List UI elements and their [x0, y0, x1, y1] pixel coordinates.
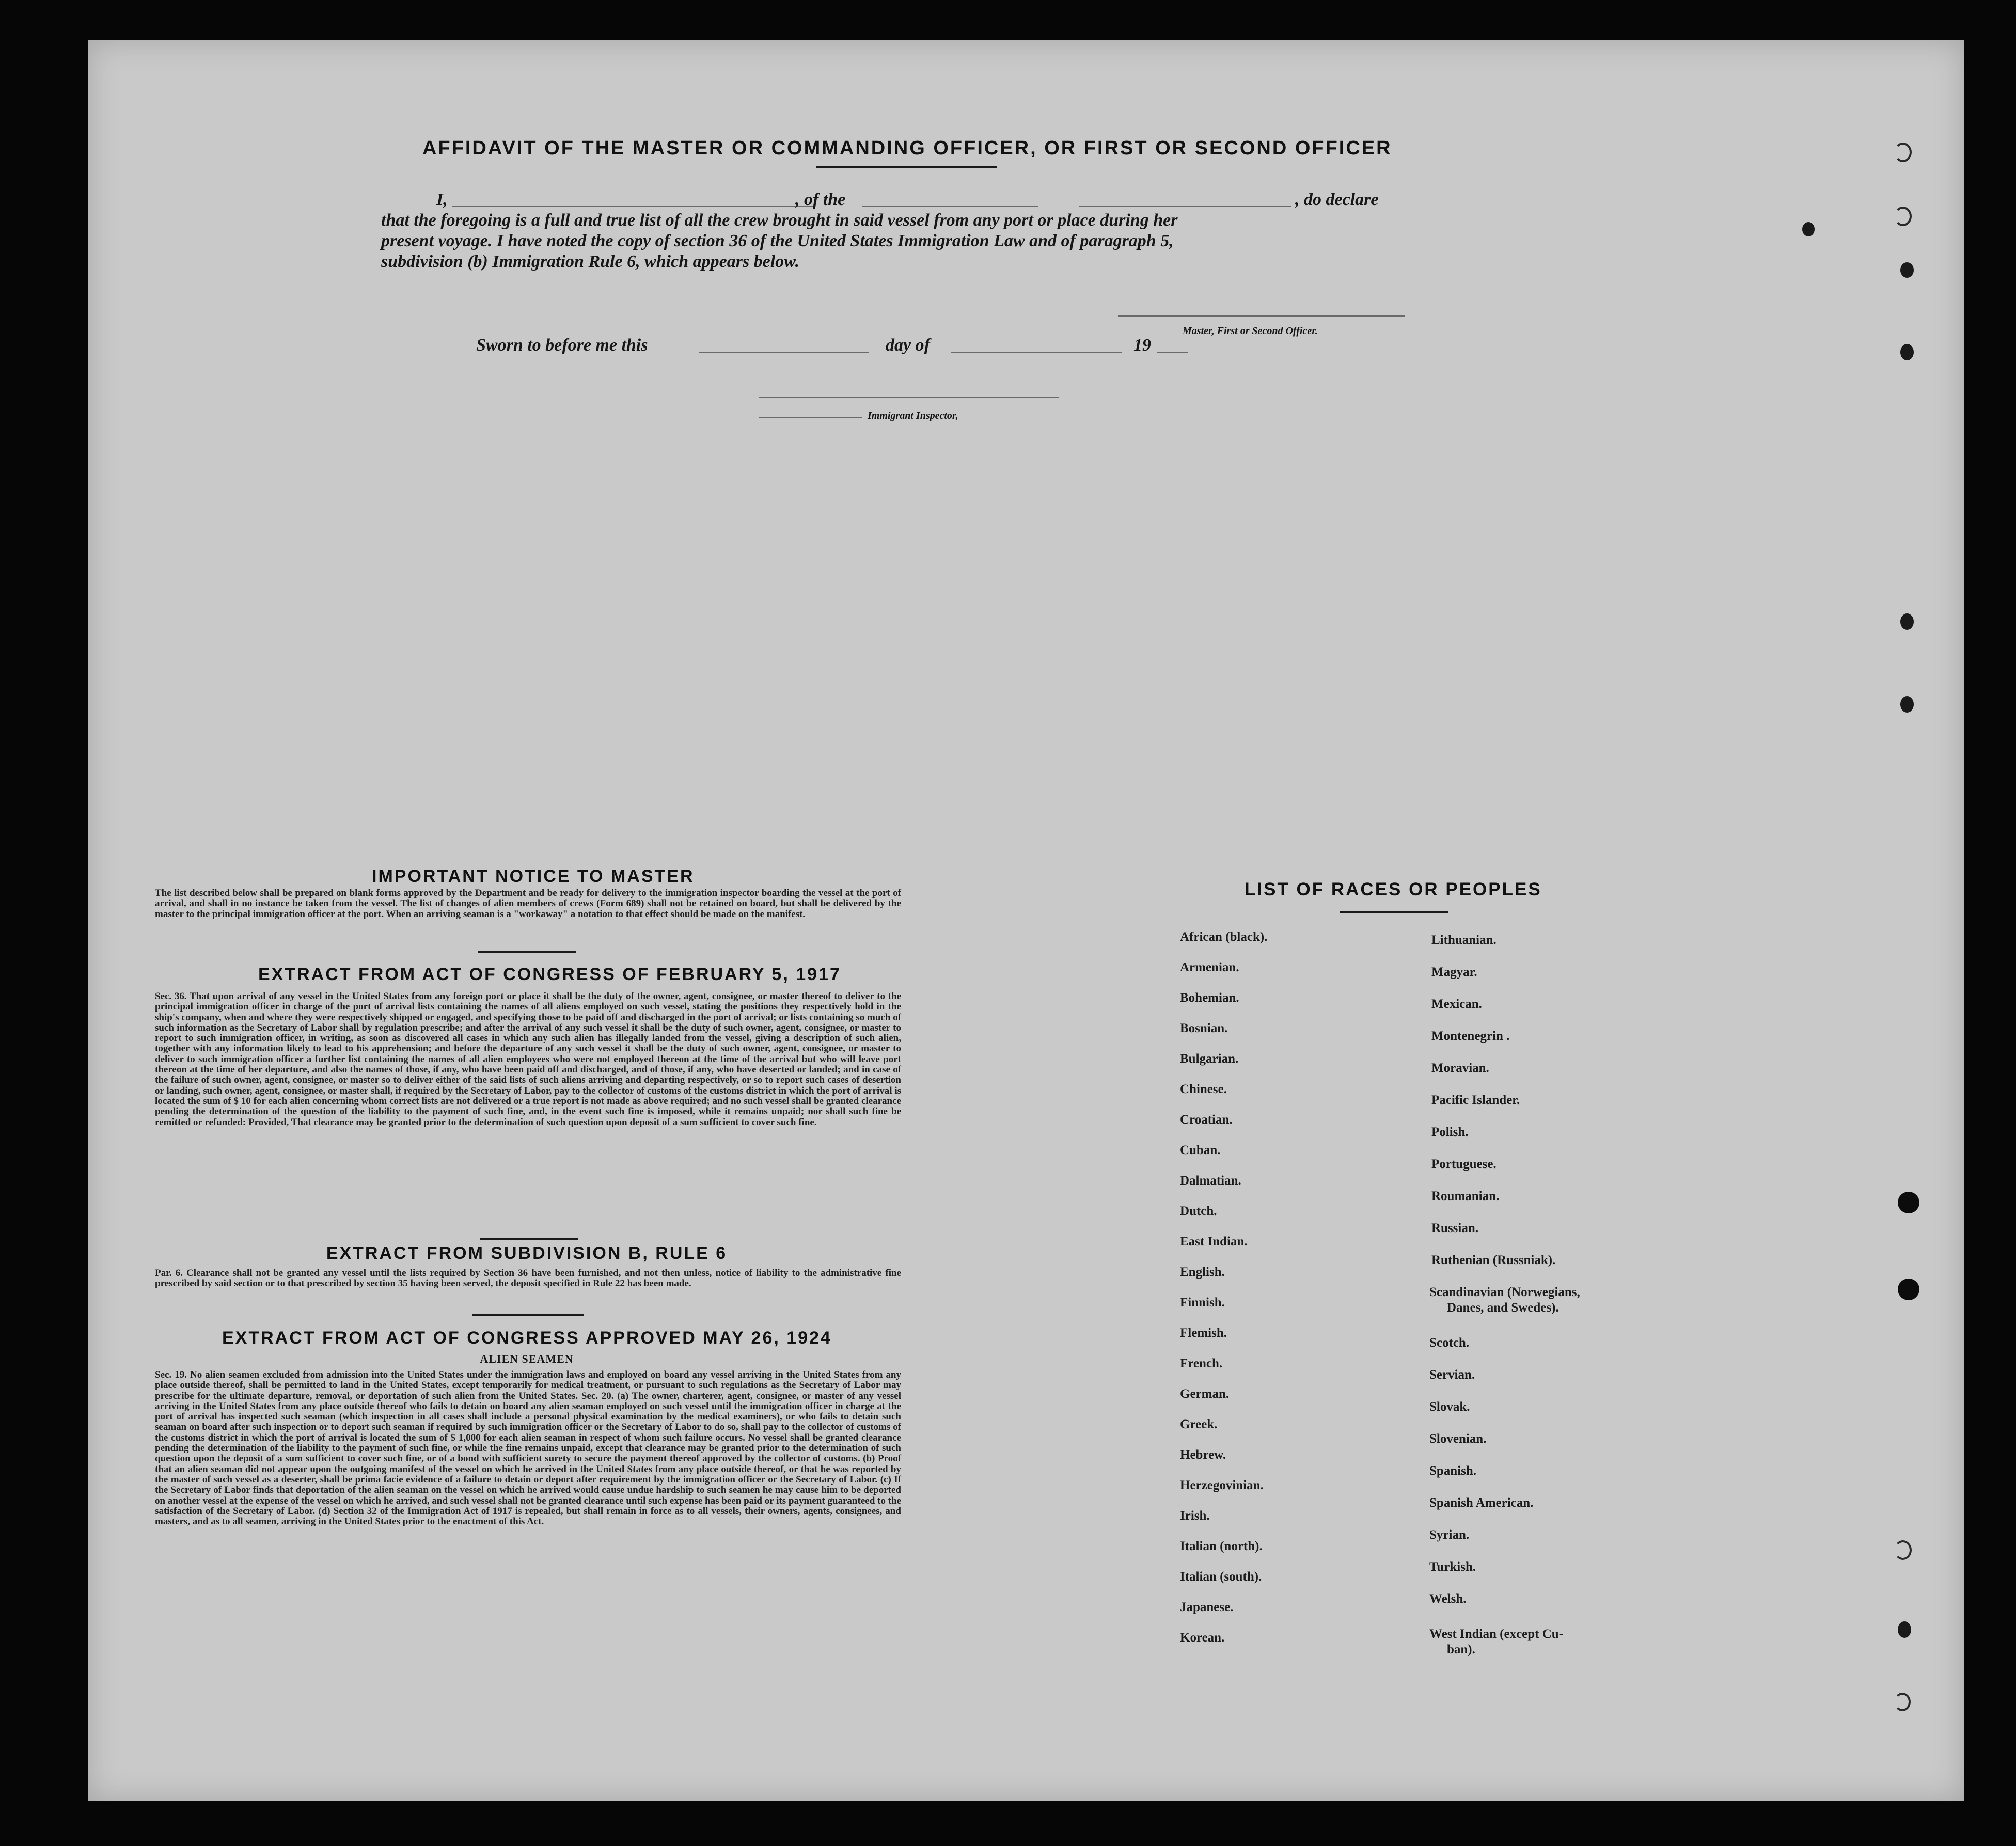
- race-right-23: ban).: [1447, 1643, 1475, 1656]
- race-right-2: Mexican.: [1431, 997, 1482, 1011]
- master-signature-line[interactable]: [1118, 315, 1405, 317]
- affidavit-of-the: , of the: [795, 190, 846, 209]
- race-left-16: Greek.: [1180, 1417, 1218, 1431]
- year-blank[interactable]: [1157, 352, 1188, 353]
- race-right-22: West Indian (except Cu-: [1429, 1627, 1564, 1641]
- race-right-1: Magyar.: [1431, 965, 1477, 979]
- race-left-7: Cuban.: [1180, 1143, 1221, 1157]
- extract-1924-body: Sec. 19. No alien seamen excluded from admission into the United States under the immigration laws and employed on board any vessel arriving in the United States from any place outside thereof, shall be permitted to land in the United States, except temporarily for medical treatment, or pursuant to such regulations as the Secretary of Labor may prescribe for the ultimate departure, removal, or deportation of such alien from the United States. Sec. 20. (a) The owner, charterer, agent, consignee, or master of any vessel arriving in the United States from any place outside thereof who fails to detain on board any alien seaman employed on such vessel until the immigration officer in charge at the port of arrival has inspected such seaman (which inspection in all cases shall include a personal physical examination by the medical examiners), or who fails to detain such seaman on board after such inspection or to deport such seaman if required by such immigration officer or the Secretary of Labor to do so, shall pay to the collector of customs of the customs district in which the port of arrival is located the sum of $ 1,000 for each alien seaman in respect of whom such failure occurs. No vessel shall be granted clearance pending the determination of the liability to the payment of such fine, or while the fine remains unpaid, except that clearance may be granted prior to the determination of such question upon the deposit of a sum sufficient to cover such fine, or of a bond with sufficient surety to secure the payment thereof approved by the collector of customs. (b) Proof that an alien seaman did not appear upon the outgoing manifest of the vessel on which he arrived in the United States from any place outside thereof, or that he was reported by the master of such vessel as a deserter, shall be prima facie evidence of a failure to detain or deport after requirement by the immigration officer or the Secretary of Labor. (c) If the Secretary of Labor finds that deportation of the alien seaman on the vessel on which he arrived would cause undue hardship to such seamen he may cause him to be deported on another vessel at the expense of the vessel on which he arrived, and such vessel shall not be granted clearance until such expense has been paid or its payment guaranteed to the satisfaction of the Secretary of Labor. (d) Section 32 of the Immigration Act of 1917 is repealed, but shall remain in force as to all vessels, their owners, agents, consignees, and masters, and as to all seamen, arriving in the United States prior to the enactment of this Act.: [155, 1369, 901, 1527]
- race-right-15: Slovak.: [1429, 1400, 1470, 1414]
- race-left-21: Italian (south).: [1180, 1570, 1262, 1584]
- race-left-4: Bulgarian.: [1180, 1052, 1239, 1066]
- month-blank[interactable]: [951, 352, 1122, 353]
- master-label: Master, First or Second Officer.: [1183, 325, 1318, 337]
- inspector-line-left: [759, 417, 862, 418]
- extract-1924-subtitle: ALIEN SEAMEN: [480, 1352, 574, 1365]
- race-left-23: Korean.: [1180, 1631, 1225, 1645]
- extract-rule6-rule: [472, 1314, 584, 1316]
- binder-hole-6: [1900, 613, 1914, 630]
- race-left-19: Irish.: [1180, 1509, 1210, 1523]
- affidavit-line-4: subdivision (b) Immigration Rule 6, which appears below.: [381, 252, 800, 271]
- extract-1917-title: EXTRACT FROM ACT OF CONGRESS OF FEBRUARY 5, 1917: [258, 965, 841, 984]
- binder-hole-10: [1894, 1693, 1911, 1711]
- race-left-0: African (black).: [1180, 930, 1268, 944]
- race-right-11: Scandinavian (Norwegians,: [1429, 1285, 1580, 1299]
- punch-hole-1: [1898, 1192, 1919, 1213]
- races-title: LIST OF RACES OR PEOPLES: [1245, 879, 1542, 900]
- race-left-2: Bohemian.: [1180, 991, 1239, 1005]
- race-left-18: Herzegovinian.: [1180, 1478, 1264, 1492]
- race-left-17: Hebrew.: [1180, 1448, 1226, 1462]
- binder-hole-9: [1898, 1621, 1911, 1638]
- affidavit-title: AFFIDAVIT OF THE MASTER OR COMMANDING OFFICER, OR FIRST OR SECOND OFFICER: [422, 137, 1392, 159]
- race-right-17: Spanish.: [1429, 1464, 1477, 1478]
- binder-hole-1: [1894, 143, 1912, 162]
- race-left-3: Bosnian.: [1180, 1021, 1228, 1035]
- race-right-19: Syrian.: [1429, 1528, 1470, 1542]
- race-left-20: Italian (north).: [1180, 1539, 1263, 1553]
- punch-hole-2: [1898, 1279, 1919, 1300]
- notice-title: IMPORTANT NOTICE TO MASTER: [372, 866, 695, 886]
- title-underline: [816, 166, 997, 168]
- race-left-14: French.: [1180, 1356, 1223, 1370]
- race-left-1: Armenian.: [1180, 960, 1239, 974]
- notice-rule: [478, 951, 576, 953]
- affidavit-declare: , do declare: [1295, 190, 1379, 209]
- race-right-20: Turkish.: [1429, 1560, 1476, 1574]
- affidavit-line-2: that the foregoing is a full and true list of all the crew brought in said vessel from any port or place during her: [381, 211, 1178, 230]
- race-right-8: Roumanian.: [1431, 1189, 1500, 1203]
- race-left-12: Finnish.: [1180, 1296, 1225, 1309]
- notice-body: The list described below shall be prepared on blank forms approved by the Department and be ready for delivery to the immigration inspector boarding the vessel at the port of arrival, and shall in no instance be taken from the vessel. The list of changes of alien members of crews (Form 689) shall not be retained on board, but shall be delivered by the master to the principal immigration officer at the port. When an arriving seaman is a "workaway" a notation to that effect should be made on the manifest.: [155, 888, 901, 920]
- binder-hole-2: [1894, 207, 1912, 226]
- race-left-15: German.: [1180, 1387, 1230, 1401]
- race-right-9: Russian.: [1431, 1221, 1479, 1235]
- race-right-6: Polish.: [1431, 1125, 1469, 1139]
- extract-rule6-title: EXTRACT FROM SUBDIVISION B, RULE 6: [326, 1243, 728, 1263]
- race-right-12: Danes, and Swedes).: [1447, 1301, 1559, 1315]
- year-prefix: 19: [1133, 336, 1151, 355]
- day-of-text: day of: [886, 336, 930, 355]
- extract-1924-title: EXTRACT FROM ACT OF CONGRESS APPROVED MAY 26, 1924: [222, 1328, 832, 1348]
- race-left-13: Flemish.: [1180, 1326, 1227, 1340]
- race-right-21: Welsh.: [1429, 1592, 1467, 1606]
- name-blank[interactable]: [452, 206, 813, 207]
- race-left-22: Japanese.: [1180, 1600, 1234, 1614]
- race-left-6: Croatian.: [1180, 1113, 1233, 1127]
- race-left-9: Dutch.: [1180, 1204, 1217, 1218]
- race-left-5: Chinese.: [1180, 1082, 1227, 1096]
- race-right-4: Moravian.: [1431, 1061, 1489, 1075]
- race-right-3: Montenegrin .: [1431, 1029, 1510, 1043]
- race-right-0: Lithuanian.: [1431, 933, 1497, 947]
- binder-hole-3: [1802, 222, 1815, 236]
- affidavit-line-3: present voyage. I have noted the copy of section 36 of the United States Immigration Law and of paragraph 5,: [381, 231, 1174, 250]
- binder-hole-5: [1900, 344, 1914, 360]
- race-right-13: Scotch.: [1429, 1336, 1470, 1350]
- race-left-10: East Indian.: [1180, 1235, 1248, 1249]
- vessel-blank-1[interactable]: [862, 206, 1038, 207]
- race-right-18: Spanish American.: [1429, 1496, 1534, 1510]
- sworn-day-blank[interactable]: [699, 352, 869, 353]
- extract-1917-rule: [480, 1238, 578, 1240]
- race-right-5: Pacific Islander.: [1431, 1093, 1520, 1107]
- inspector-label: Immigrant Inspector,: [868, 410, 958, 421]
- race-right-16: Slovenian.: [1429, 1432, 1487, 1446]
- affidavit-i: I,: [436, 190, 448, 209]
- race-left-11: English.: [1180, 1265, 1225, 1279]
- manifest-page: [88, 40, 1964, 1801]
- race-right-7: Portuguese.: [1431, 1157, 1497, 1171]
- inspector-signature-line[interactable]: [759, 397, 1059, 398]
- binder-hole-7: [1900, 696, 1914, 713]
- binder-hole-8: [1894, 1540, 1912, 1560]
- extract-1917-body: Sec. 36. That upon arrival of any vessel in the United States from any foreign port or place it shall be the duty of the owner, agent, consignee, or master thereof to deliver to the principal immigration officer in charge of the port of arrival lists containing the names of all aliens employed on such vessel, stating the positions they respectively hold in the ship's company, when and where they were respectively shipped or engaged, and specifying those to be paid off and discharged in the port of arrival; or lists containing so much of such information as the Secretary of Labor shall by regulation prescribe; and after the arrival of any such vessel it shall be the duty of such owner, agent, consignee, or master to report to such immigration officer, in writing, as soon as discovered all cases in which any such alien has illegally landed from the vessel, giving a description of such alien, together with any information likely to lead to his apprehension; and before the departure of any such vessel it shall be the duty of such owner, agent, consignee, or master to deliver to such immigration officer a further list containing the names of all alien employees who were not employed thereon at the time of the arrival but who will leave port thereon at the time of her departure, and also the names of those, if any, who have been paid off and discharged, and of those, if any, who have deserted or landed; and in case of the failure of such owner, agent, consignee, or master so to deliver either of the said lists of such aliens arriving and departing respectively, or so to report such cases of desertion or landing, such owner, agent, consignee, or master shall, if required by the Secretary of Labor, pay to the collector of customs of the customs district in which the port of arrival is located the sum of $ 10 for each alien concerning whom correct lists are not delivered or a true report is not made as above required; and no such vessel shall be granted clearance pending the determination of the question of the liability to the payment of such fine, and, in the event such fine is imposed, while it remains unpaid; nor shall such fine be remitted or refunded: Provided, That clearance may be granted prior to the determination of such question upon deposit of a sum sufficient to cover such fine.: [155, 991, 901, 1128]
- race-right-14: Servian.: [1429, 1368, 1475, 1382]
- race-right-10: Ruthenian (Russniak).: [1431, 1253, 1556, 1267]
- race-left-8: Dalmatian.: [1180, 1174, 1241, 1188]
- extract-rule6-body: Par. 6. Clearance shall not be granted any vessel until the lists required by Section 36 have been furnished, and not then unless, notice of liability to the administrative fine prescribed by said section or to that prescribed by section 35 having been served, the deposit specified in Rule 22 has been made.: [155, 1268, 901, 1289]
- sworn-text: Sworn to before me this: [476, 336, 648, 355]
- races-rule: [1340, 911, 1448, 913]
- binder-hole-4: [1900, 262, 1914, 278]
- vessel-blank-2[interactable]: [1079, 206, 1291, 207]
